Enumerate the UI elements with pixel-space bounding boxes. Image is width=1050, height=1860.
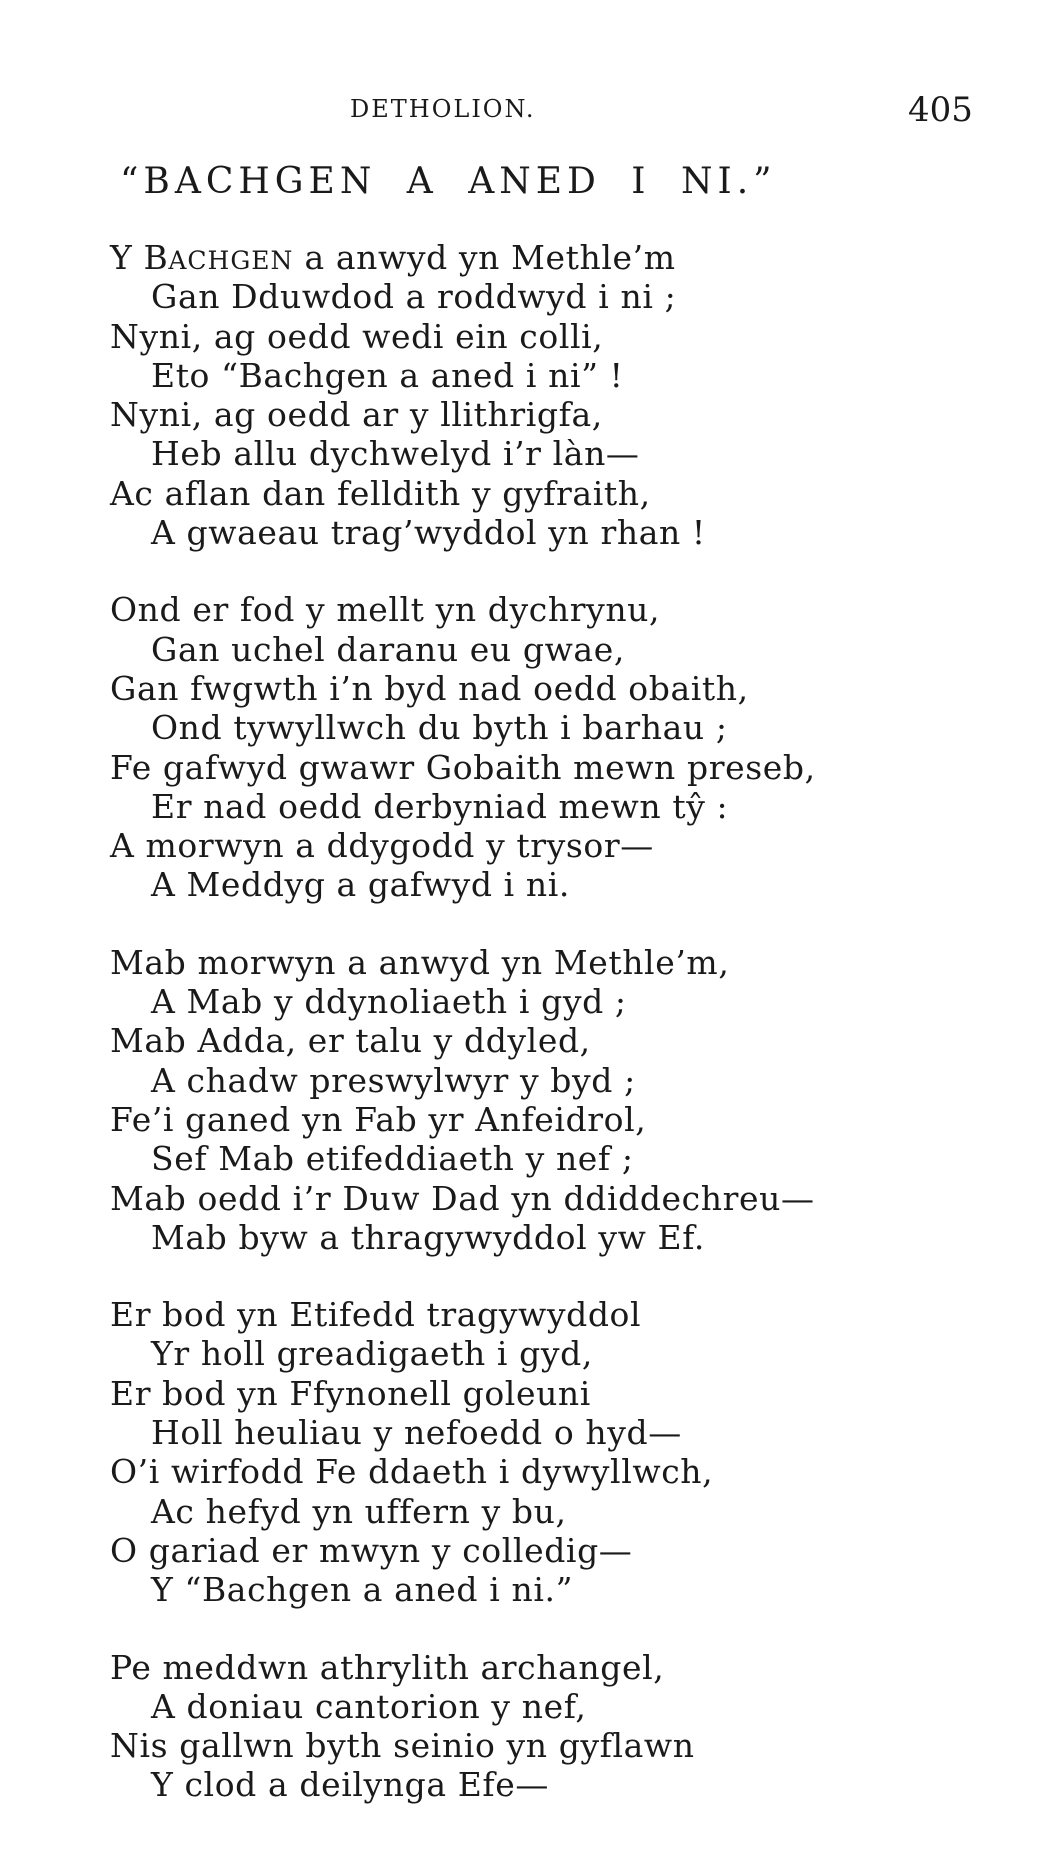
poem-line: Yr holl greadigaeth i gyd, [151, 1334, 593, 1374]
poem-line: A Mab y ddynoliaeth i gyd ; [151, 982, 627, 1022]
poem-line: O gariad er mwyn y colledig— [110, 1530, 633, 1570]
poem-line: Ond er fod y mellt yn dychrynu, [110, 590, 661, 630]
stanza-3 [110, 943, 930, 1257]
small-caps-word: ACHGEN [168, 246, 294, 275]
poem-line: Mab Adda, er talu y ddyled, [110, 1021, 591, 1061]
poem-line: Er nad oedd derbyniad mewn tŷ : [151, 786, 729, 826]
poem-line: Sef Mab etifeddiaeth y nef ; [151, 1139, 634, 1179]
poem-line: A morwyn a ddygodd y trysor— [110, 826, 654, 866]
poem-line: Heb allu dychwelyd i’r làn— [151, 434, 640, 474]
stanza-1 [110, 238, 930, 552]
poem-line: A doniau cantorion y nef, [151, 1686, 587, 1726]
poem-line: Nis gallwn byth seinio yn gyflawn [110, 1726, 695, 1766]
section-title: DETHOLION. [350, 95, 536, 123]
poem-line: Pe meddwn athrylith archangel, [110, 1647, 665, 1687]
drop-initial: Y B [110, 238, 169, 277]
poem-line: O’i wirfodd Fe ddaeth i dywyllwch, [110, 1452, 714, 1492]
poem-line [110, 238, 930, 277]
poem-line: Nyni, ag oedd wedi ein colli, [110, 316, 604, 356]
poem-line: A chadw preswylwyr y byd ; [151, 1060, 636, 1100]
poem-line: A gwaeau trag’wyddol yn rhan ! [151, 513, 706, 553]
poem-line: Nyni, ag oedd ar y llithrigfa, [110, 395, 603, 435]
poem-line: Fe’i ganed yn Fab yr Anfeidrol, [110, 1099, 647, 1139]
running-head [0, 90, 1050, 130]
poem-title: “BACHGEN A ANED I NI.” [120, 161, 777, 202]
poem-line: Holl heuliau y nefoedd o hyd— [151, 1413, 682, 1453]
stanza-5 [110, 1648, 930, 1805]
page-number: 405 [908, 90, 973, 130]
poem-line: Eto “Bachgen a aned i ni” ! [151, 355, 624, 395]
stanza-2 [110, 590, 930, 904]
poem-body [110, 238, 930, 1843]
stanza-4 [110, 1295, 930, 1609]
poem-line: Er bod yn Ffynonell goleuni [110, 1373, 591, 1413]
poem-line: Er bod yn Etifedd tragywyddol [110, 1295, 642, 1335]
poem-line: Gan uchel daranu eu gwae, [151, 629, 625, 669]
poem-line: Mab morwyn a anwyd yn Methle’m, [110, 942, 730, 982]
poem-line: Ond tywyllwch du byth i barhau ; [151, 708, 728, 748]
poem-line: Mab oedd i’r Duw Dad yn ddiddechreu— [110, 1178, 815, 1218]
poem-line: Y clod a deilynga Efe— [151, 1765, 549, 1805]
poem-line: Gan fwgwth i’n byd nad oedd obaith, [110, 668, 749, 708]
poem-line: Gan Dduwdod a roddwyd i ni ; [151, 277, 677, 317]
poem-line: Fe gafwyd gwawr Gobaith mewn preseb, [110, 747, 816, 787]
poem-line: Ac aflan dan felldith y gyfraith, [110, 473, 651, 513]
poem-line: Y “Bachgen a aned i ni.” [151, 1570, 574, 1610]
first-line-text: a anwyd yn Methle’m [293, 238, 676, 277]
poem-line: A Meddyg a gafwyd i ni. [151, 865, 570, 905]
poem-line: Ac hefyd yn uffern y bu, [151, 1491, 567, 1531]
poem-line: Mab byw a thragywyddol yw Ef. [151, 1217, 705, 1257]
